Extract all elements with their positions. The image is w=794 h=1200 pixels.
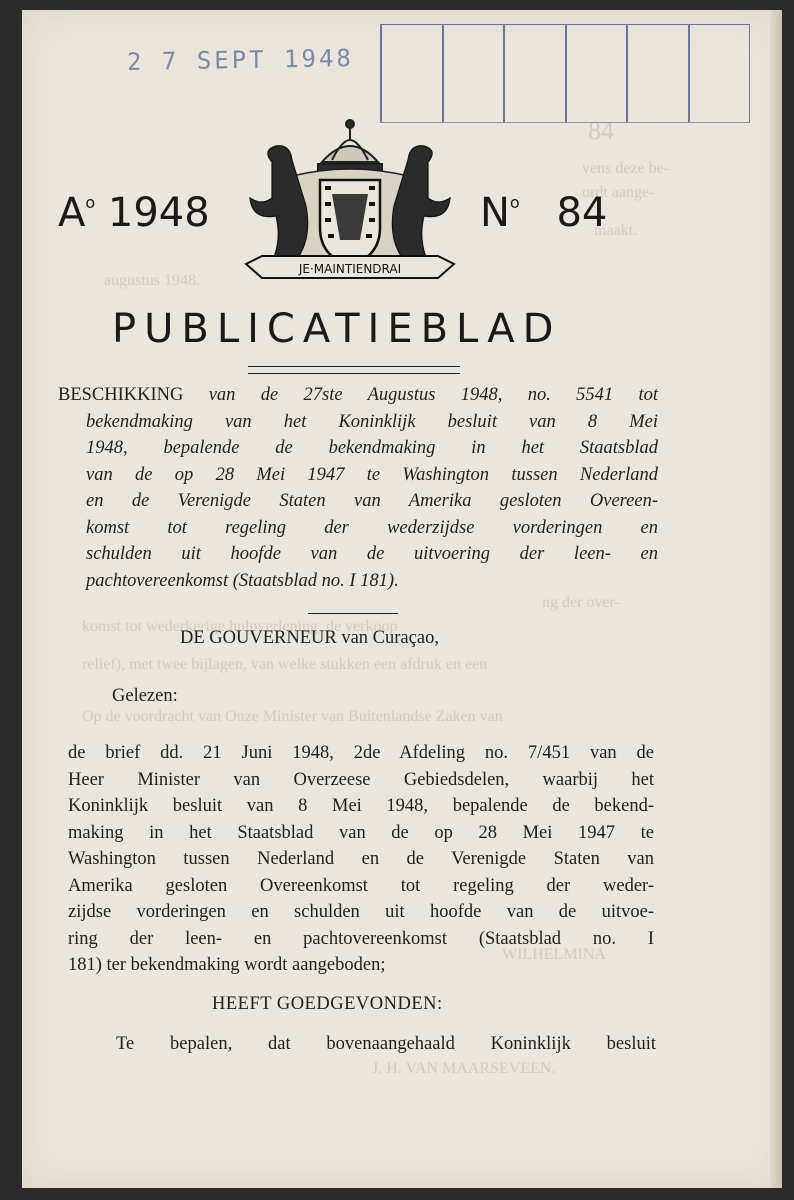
body-line: Amerika gesloten Overeenkomst tot regeling der weder- — [68, 875, 654, 896]
filing-boxes — [380, 24, 750, 123]
beschikking-line: schulden uit hoofde van de uitvoering der leen- en — [86, 544, 658, 564]
section-rule — [308, 613, 398, 614]
page-edge — [770, 10, 782, 1188]
filing-box — [626, 25, 688, 123]
title-double-rule — [248, 366, 460, 374]
beschikking-label: BESCHIKKING — [58, 385, 184, 405]
filing-box — [565, 25, 627, 123]
filing-box — [380, 25, 442, 123]
body-line: de brief dd. 21 Juni 1948, 2de Afdeling no. 7/451 van de — [68, 743, 654, 763]
publication-year — [58, 190, 210, 236]
filing-box — [688, 25, 751, 123]
heeft-goedgevonden-heading: HEEFT GOEDGEVONDEN: — [212, 994, 443, 1014]
beschikking-line: en de Verenigde Staten van Amerika gesloten Overeen- — [86, 491, 658, 511]
year-prefix-sup: o — [85, 193, 96, 212]
governor-heading: DE GOUVERNEUR van Curaçao, — [180, 628, 439, 648]
beschikking-line: bekendmaking van het Koninklijk besluit van 8 Mei — [86, 411, 658, 432]
page-title: PUBLICATIEBLAD — [112, 306, 562, 352]
body-line: Heer Minister van Overzeese Gebiedsdelen, waarbij het — [68, 769, 654, 790]
number-prefix-sup: o — [509, 193, 520, 212]
receipt-date-stamp: 2 7 SEPT 1948 — [126, 44, 355, 76]
number-value: 84 — [556, 190, 608, 236]
body-line: 181) ter bekendmaking wordt aangeboden; — [68, 955, 386, 975]
body-line: Washington tussen Nederland en de Verenigde Staten van — [68, 849, 654, 869]
beschikking-line: van de op 28 Mei 1947 te Washington tussen Nederland — [86, 464, 658, 485]
letter-paragraph — [68, 740, 654, 979]
body-line: ring der leen- en pachtovereenkomst (Staatsblad no. I — [68, 928, 654, 949]
beschikking-line: pachtovereenkomst (Staatsblad no. I 181). — [86, 570, 399, 591]
gelezen-label: Gelezen: — [112, 686, 178, 706]
document-page: 2 7 SEPT 1948 $A^o$ 1948 JE·MAINTIENDRAI $N^o$ 84 84 vens deze be- ordt aange- maakt. augustus 1948. PUBLICATIEBLAD BESCHIKKING van de 27ste Augustus 1948, no. 5541 tot bekendmaking van het Koninklijk besluit van 8 Mei 1948, bepalende de bekendmaking in het Staatsblad van de op 28 Mei 1947 te Washington tussen Nederland en de Verenigde Staten van Amerika gesloten Overeen- komst tot regeling der wederzijdse vorderingen en schulden uit hoofde van de uitvoering der leen- en pachtovereenkomst (Staatsblad no. I 181). ng der over- komst tot wederkerige hulpverlening, de verkoop relief), met twee bijlagen, van welke stukken een afdruk en een Op de voordracht van Onze Minister van Buitenlandse Zaken van WILHELMINA J. H. VAN MAARSEVEEN. DE GOUVERNEUR van Curaçao, Gelezen: de brief dd. 21 Juni 1948, 2de Afdeling no. 7/451 van de Heer Minister van Overzeese Gebiedsdelen, waarbij het Koninklijk besluit van 8 Mei 1948, bepalende de bekend- making in het Staatsblad van de op 28 Mei 1947 te Washington tussen Nederland en de Verenigde Staten van Amerika gesloten Overeenkomst tot regeling der weder- zijdse vorderingen en schulden uit hoofde van de uitvoe- ring der leen- en pachtovereenkomst (Staatsblad no. I 181) ter bekendmaking wordt aangeboden; HEEFT GOEDGEVONDEN: Te bepalen, dat bovenaangehaald Koninklijk besluit — [22, 10, 782, 1188]
filing-box — [442, 25, 504, 123]
decision-text: Te bepalen, dat bovenaangehaald Koninklijk besluit — [116, 1034, 656, 1054]
year-prefix: A — [58, 190, 86, 236]
beschikking-line: van de 27ste Augustus 1948, no. 5541 tot — [208, 385, 658, 405]
crest-motto: JE·MAINTIENDRAI — [298, 262, 402, 276]
beschikking-line: 1948, bepalende de bekendmaking in het Staatsblad — [86, 438, 658, 458]
number-prefix: N — [480, 190, 510, 236]
year-value: 1948 — [107, 190, 210, 236]
body-line: Koninklijk besluit van 8 Mei 1948, bepalende de bekend- — [68, 796, 654, 816]
filing-box — [503, 25, 565, 123]
body-line: zijdse vorderingen en schulden uit hoofde van de uitvoe- — [68, 902, 654, 922]
beschikking-block — [58, 382, 658, 594]
coat-of-arms-crest — [232, 110, 468, 292]
body-line: making in het Staatsblad van de op 28 Mei 1947 te — [68, 822, 654, 843]
beschikking-line: komst tot regeling der wederzijdse vorderingen en — [86, 517, 658, 538]
